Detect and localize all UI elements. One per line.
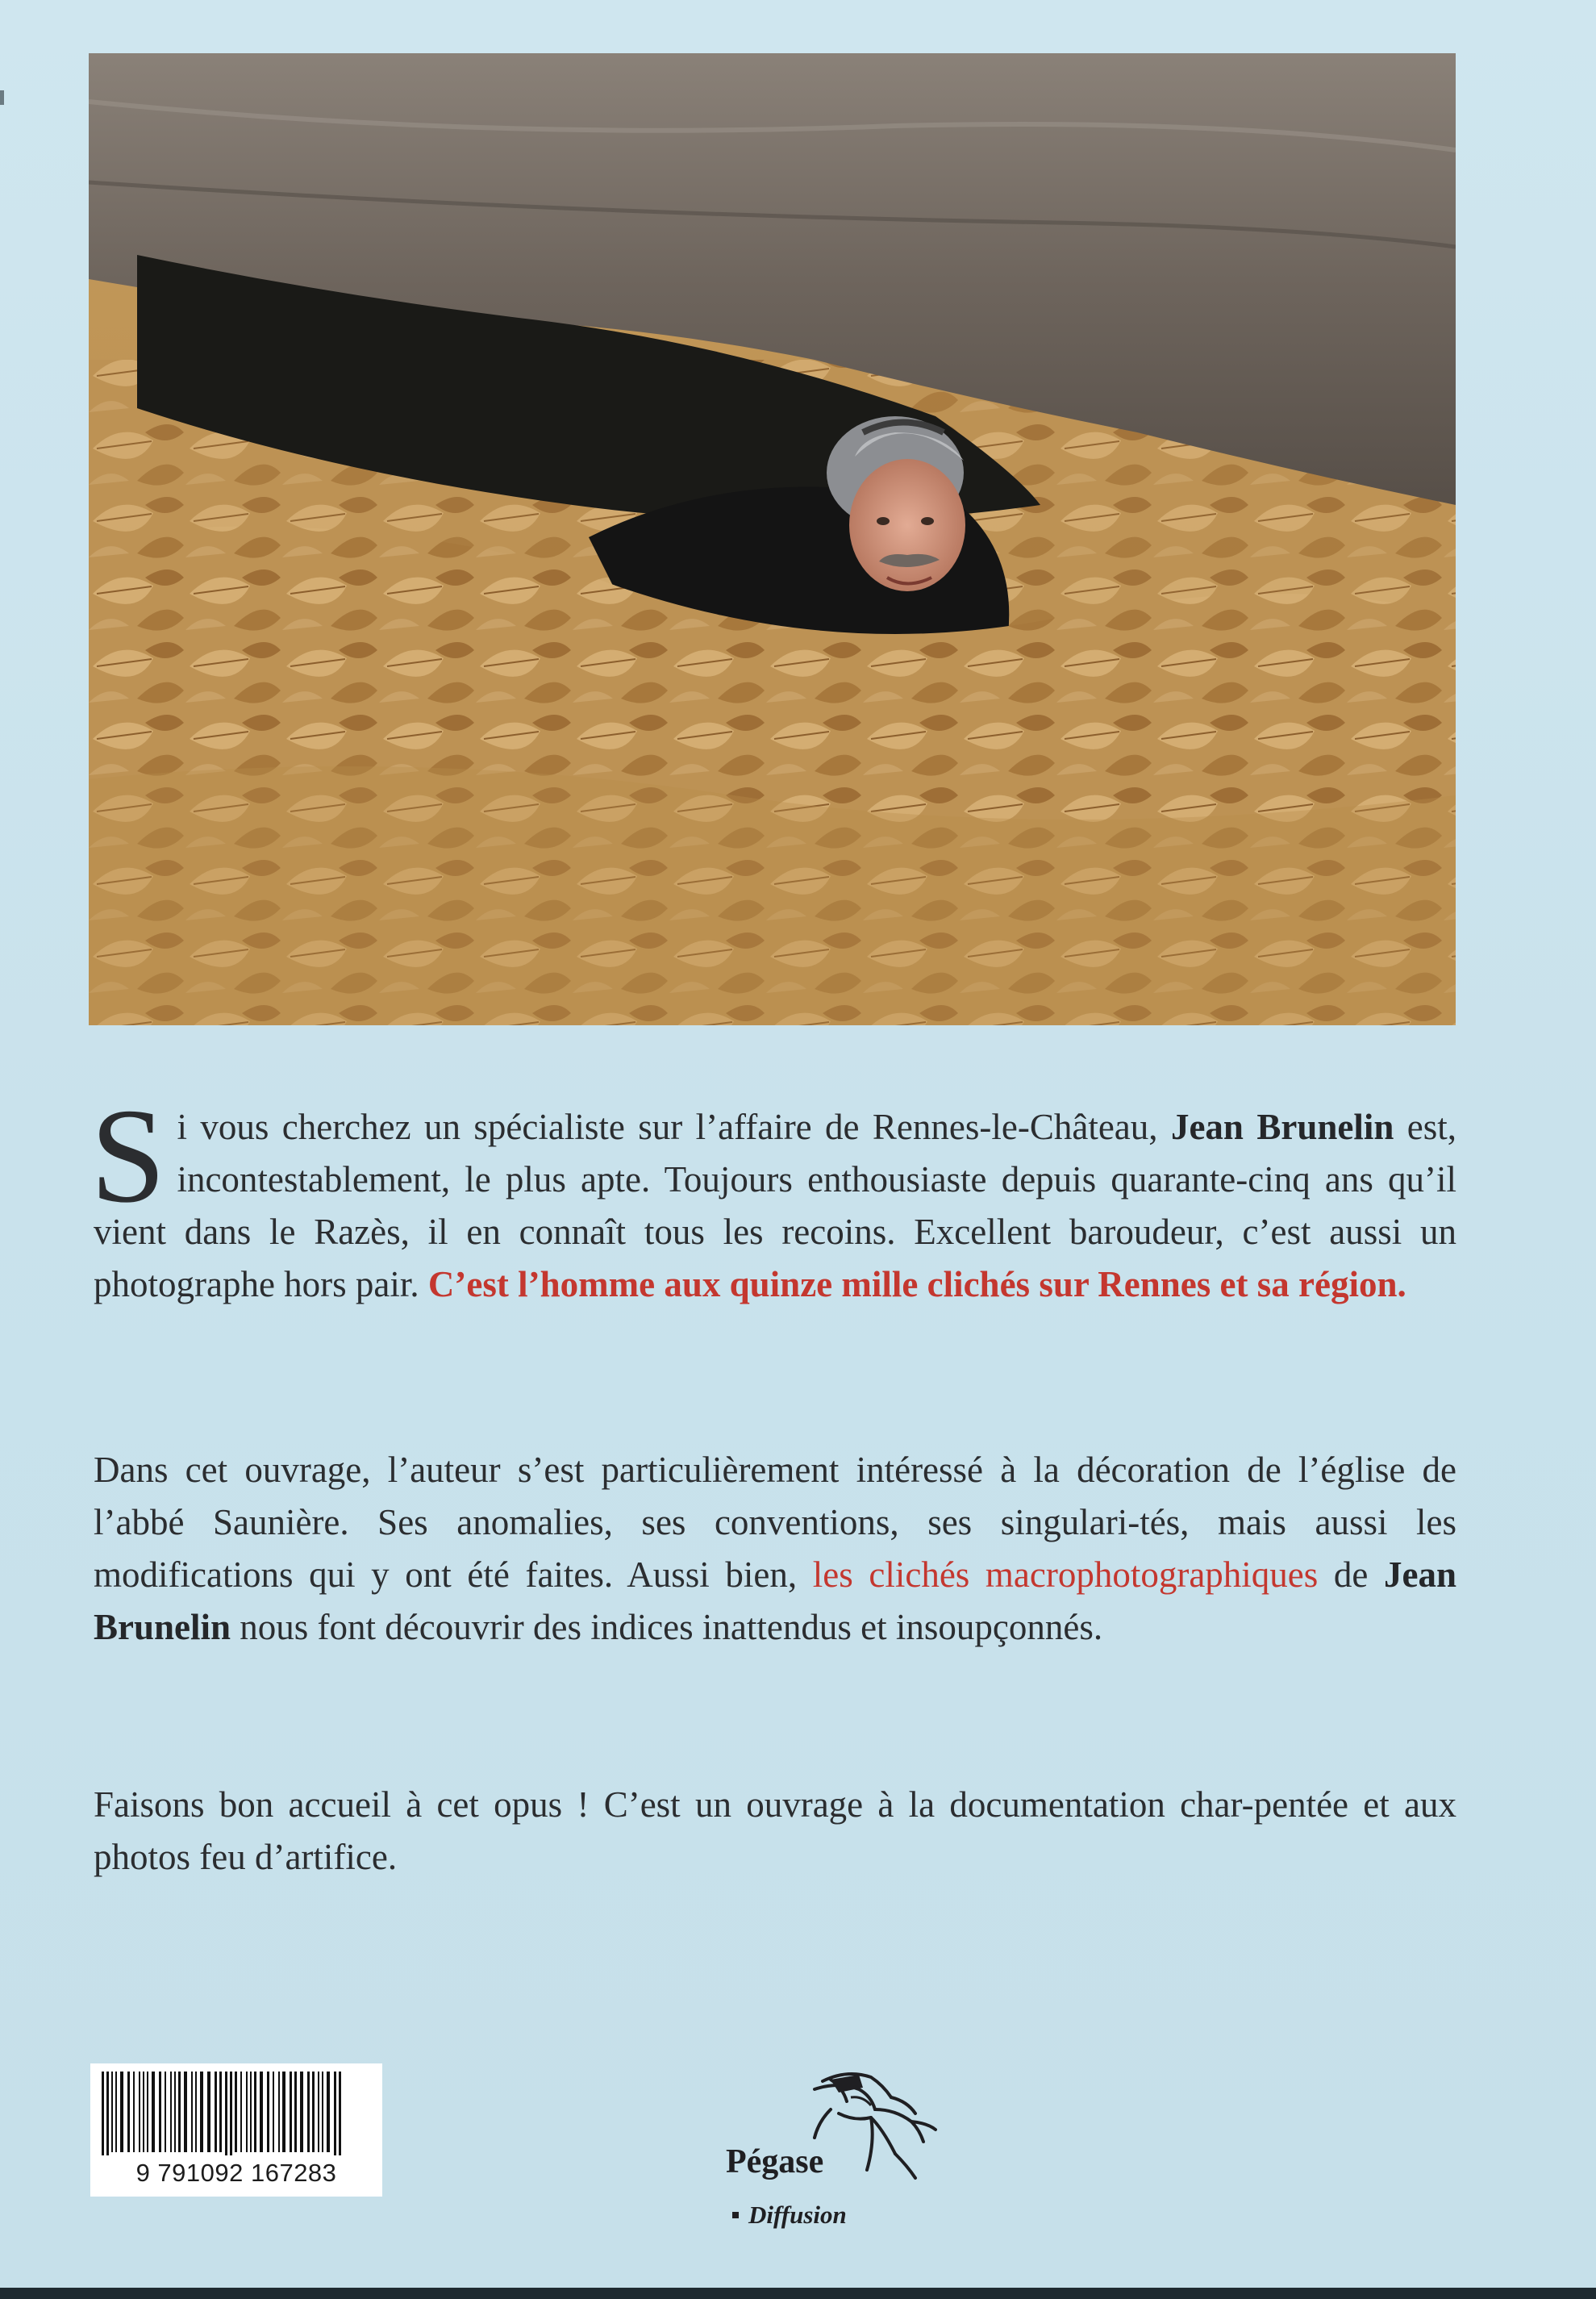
- barcode-bar: [278, 2072, 280, 2152]
- highlight-text: les clichés macrophotographiques: [812, 1554, 1319, 1595]
- barcode-bar: [267, 2072, 269, 2152]
- barcode-bar: [307, 2072, 310, 2152]
- drop-cap: S: [90, 1081, 166, 1231]
- barcode-bar: [215, 2072, 217, 2152]
- barcode-bar: [195, 2072, 197, 2152]
- barcode-bar: [246, 2072, 248, 2152]
- description-text-2: de: [1333, 1554, 1369, 1595]
- barcode-bar: [322, 2072, 323, 2152]
- barcode-bar: [339, 2072, 341, 2155]
- barcode-bar: [139, 2072, 140, 2152]
- barcode-bar: [312, 2072, 315, 2152]
- author-name: Jean Brunelin: [1170, 1107, 1394, 1147]
- barcode-bar: [207, 2072, 210, 2152]
- highlight-text: C’est l’homme aux quinze mille clichés sur Rennes et sa région.: [427, 1264, 1406, 1304]
- barcode-bar: [200, 2072, 203, 2152]
- author-photo: [89, 53, 1456, 1025]
- barcode-bar: [127, 2072, 130, 2152]
- barcode-bar: [115, 2072, 117, 2152]
- description-text-3: nous font découvrir des indices inattendus et insoupçonnés.: [240, 1607, 1103, 1647]
- publisher-sub: Diffusion: [748, 2201, 847, 2229]
- barcode-bar: [294, 2072, 297, 2152]
- barcode-bar: [225, 2072, 227, 2155]
- barcode-bar: [327, 2072, 330, 2152]
- barcode-bar: [300, 2072, 303, 2152]
- closing-text: Faisons bon accueil à cet opus ! C’est un ouvrage à la documentation char-pentée et aux photos feu d’artifice.: [94, 1784, 1456, 1877]
- barcode-bar: [165, 2072, 166, 2152]
- bottom-edge: [0, 2288, 1596, 2299]
- bullet-icon: [732, 2212, 739, 2218]
- barcode-bar: [120, 2072, 123, 2152]
- barcode-bar: [106, 2072, 109, 2155]
- barcode-bar: [152, 2072, 155, 2152]
- barcode-bar: [133, 2072, 135, 2152]
- barcode-bar: [250, 2072, 252, 2152]
- barcode-bar: [282, 2072, 285, 2152]
- publisher-name: Pégase: [726, 2143, 824, 2180]
- barcode-bar: [240, 2072, 242, 2152]
- barcode-bar: [170, 2072, 172, 2152]
- barcode-bars: [90, 2063, 382, 2160]
- barcode-bar: [230, 2072, 232, 2155]
- barcode-bar: [191, 2072, 193, 2152]
- barcode-bar: [219, 2072, 222, 2152]
- barcode-bar: [334, 2072, 336, 2155]
- publisher-logo: [710, 2065, 952, 2267]
- barcode-bar: [235, 2072, 237, 2152]
- intro-text-2: est, incontestablement, le plus apte. Toujours enthousiaste depuis quarante-cinq ans qu’il vient dans le Razès, il en connaît tous les recoins. Excellent baroudeur, c’est aussi un photographe hors pair.: [94, 1107, 1457, 1304]
- barcode-bar: [143, 2072, 144, 2152]
- barcode-bar: [184, 2072, 187, 2152]
- barcode-bar: [111, 2072, 113, 2152]
- barcode-bar: [174, 2072, 176, 2152]
- barcode-bar: [147, 2072, 148, 2152]
- edge-mark: [0, 90, 4, 105]
- barcode-bar: [318, 2072, 319, 2152]
- description-text-1: Dans cet ouvrage, l’auteur s’est particulièrement intéressé à la décoration de l’église de l’abbé Saunière. Ses anomalies, ses conventions, ses singulari-tés, mais aussi les modifications qui y ont été faites. Aussi bien,: [94, 1450, 1456, 1595]
- paragraph-author-intro: [90, 1081, 1457, 1311]
- barcode-bar: [178, 2072, 181, 2152]
- intro-text-1: i vous cherchez un spécialiste sur l’affaire de Rennes-le-Château,: [177, 1107, 1158, 1147]
- isbn-digits: 9 791092 167283: [135, 2159, 337, 2187]
- paragraph-book-description: [94, 1444, 1456, 1654]
- barcode-bar: [159, 2072, 161, 2152]
- barcode-bar: [254, 2072, 256, 2152]
- barcode-bar: [260, 2072, 263, 2152]
- paragraph-closing: [94, 1779, 1456, 1884]
- barcode-bar: [273, 2072, 274, 2152]
- author-name: Jean Brunelin: [94, 1554, 1456, 1647]
- isbn-barcode: [90, 2063, 382, 2197]
- barcode-bar: [290, 2072, 292, 2152]
- barcode-bar: [102, 2072, 104, 2155]
